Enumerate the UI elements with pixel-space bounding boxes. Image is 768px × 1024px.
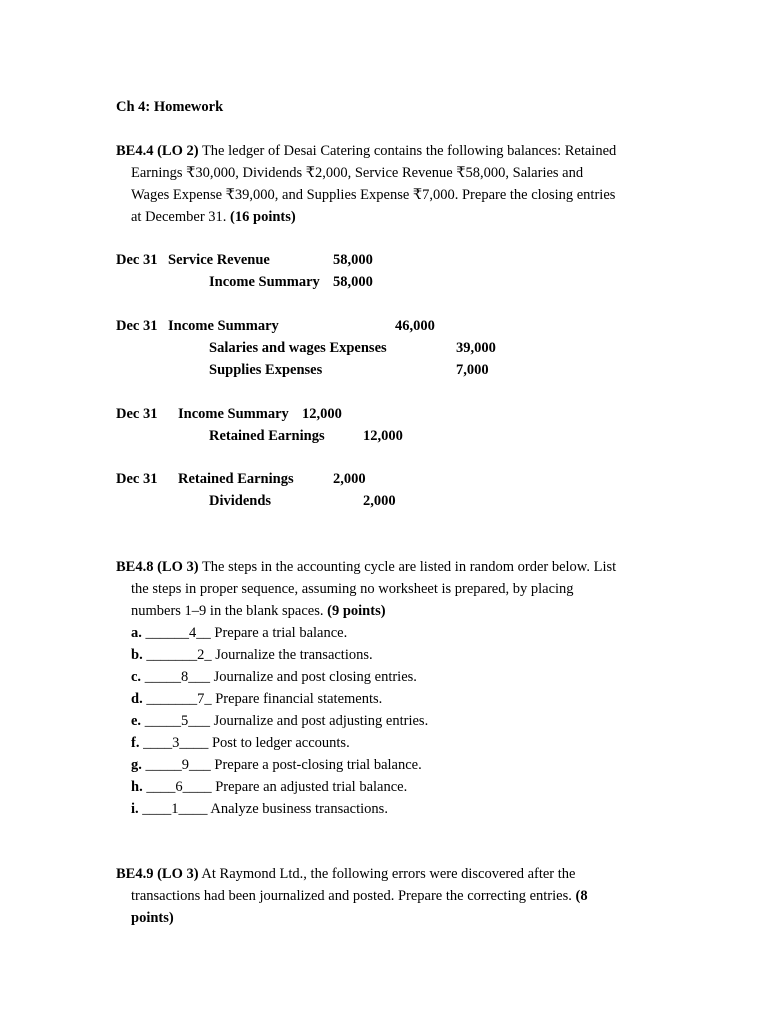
- entry-account: Retained Earnings: [209, 428, 325, 444]
- list-item: [131, 622, 347, 644]
- list-item: [131, 644, 373, 666]
- entry-account: Retained Earnings: [178, 471, 294, 487]
- entry-account: Income Summary: [178, 406, 289, 422]
- list-letter: d.: [131, 691, 143, 707]
- entry-amount: 58,000: [333, 252, 373, 268]
- list-letter: b.: [131, 647, 143, 663]
- list-letter: a.: [131, 625, 142, 641]
- entry-amount: 7,000: [456, 362, 489, 378]
- problem-points: (8: [575, 888, 588, 904]
- step-text: Journalize the transactions.: [215, 647, 373, 663]
- problem-text: Earnings ₹30,000, Dividends ₹2,000, Service Revenue ₹58,000, Salaries and: [131, 165, 584, 181]
- step-text: Prepare a trial balance.: [214, 625, 348, 641]
- list-letter: f.: [131, 735, 140, 751]
- list-letter: e.: [131, 713, 142, 729]
- entry-amount: 12,000: [302, 406, 342, 422]
- answer-blank: _____8___: [144, 669, 210, 685]
- entry-date: Dec 31: [116, 252, 158, 268]
- step-text: Post to ledger accounts.: [211, 735, 350, 751]
- answer-blank: _______2_: [146, 647, 212, 663]
- answer-blank: ______4__: [145, 625, 211, 641]
- problem-points: (9 points): [327, 603, 386, 619]
- problem-text: transactions had been journalized and posted. Prepare the correcting entries.: [131, 888, 572, 904]
- problem-be44: [116, 140, 664, 228]
- problem-label: BE4.9 (LO 3): [116, 866, 199, 882]
- entry-date: Dec 31: [116, 471, 158, 487]
- list-letter: g.: [131, 757, 142, 773]
- entry-date: Dec 31: [116, 318, 158, 334]
- problem-text: At Raymond Ltd., the following errors were discovered after the: [201, 866, 576, 882]
- entry-account: Supplies Expenses: [209, 362, 323, 378]
- list-letter: h.: [131, 779, 143, 795]
- problem-text: numbers 1–9 in the blank spaces.: [131, 603, 324, 619]
- problem-label: BE4.8 (LO 3): [116, 559, 199, 575]
- step-text: Prepare financial statements.: [215, 691, 383, 707]
- list-item: [131, 798, 388, 820]
- step-text: Analyze business transactions.: [210, 801, 388, 817]
- entry-date: Dec 31: [116, 406, 158, 422]
- step-text: Journalize and post closing entries.: [213, 669, 417, 685]
- problem-be49: [116, 863, 664, 929]
- answer-blank: ____3____: [143, 735, 209, 751]
- problem-be48: [116, 556, 664, 622]
- problem-label: BE4.4 (LO 2): [116, 143, 199, 159]
- problem-text: The ledger of Desai Catering contains the following balances: Retained: [201, 143, 617, 159]
- list-item: [131, 732, 350, 754]
- entry-amount: 2,000: [363, 493, 396, 509]
- answer-blank: ____6____: [146, 779, 212, 795]
- list-item: [131, 754, 422, 776]
- problem-points: points): [131, 910, 174, 926]
- entry-account: Income Summary: [168, 318, 279, 334]
- entry-account: Service Revenue: [168, 252, 270, 268]
- entry-amount: 46,000: [395, 318, 435, 334]
- answer-blank: ____1____: [142, 801, 208, 817]
- problem-points: (16 points): [230, 209, 296, 225]
- entry-amount: 39,000: [456, 340, 496, 356]
- answer-blank: _______7_: [146, 691, 212, 707]
- list-item: [131, 666, 417, 688]
- answer-blank: _____5___: [144, 713, 210, 729]
- answer-blank: _____9___: [145, 757, 211, 773]
- entry-account: Income Summary: [209, 274, 320, 290]
- entry-amount: 58,000: [333, 274, 373, 290]
- problem-text: the steps in proper sequence, assuming no worksheet is prepared, by placing: [131, 581, 574, 597]
- entry-amount: 2,000: [333, 471, 366, 487]
- page-title: Ch 4: Homework: [116, 99, 224, 115]
- list-item: [131, 710, 428, 732]
- problem-text: at December 31.: [131, 209, 227, 225]
- list-letter: c.: [131, 669, 142, 685]
- problem-text: The steps in the accounting cycle are listed in random order below. List: [201, 559, 617, 575]
- problem-text: Wages Expense ₹39,000, and Supplies Expense ₹7,000. Prepare the closing entries: [131, 187, 616, 203]
- list-letter: i.: [131, 801, 139, 817]
- entry-account: Dividends: [209, 493, 272, 509]
- list-item: [131, 688, 382, 710]
- entry-account: Salaries and wages Expenses: [209, 340, 387, 356]
- step-text: Prepare a post-closing trial balance.: [214, 757, 422, 773]
- step-text: Prepare an adjusted trial balance.: [215, 779, 408, 795]
- list-item: [131, 776, 407, 798]
- step-text: Journalize and post adjusting entries.: [213, 713, 429, 729]
- entry-amount: 12,000: [363, 428, 403, 444]
